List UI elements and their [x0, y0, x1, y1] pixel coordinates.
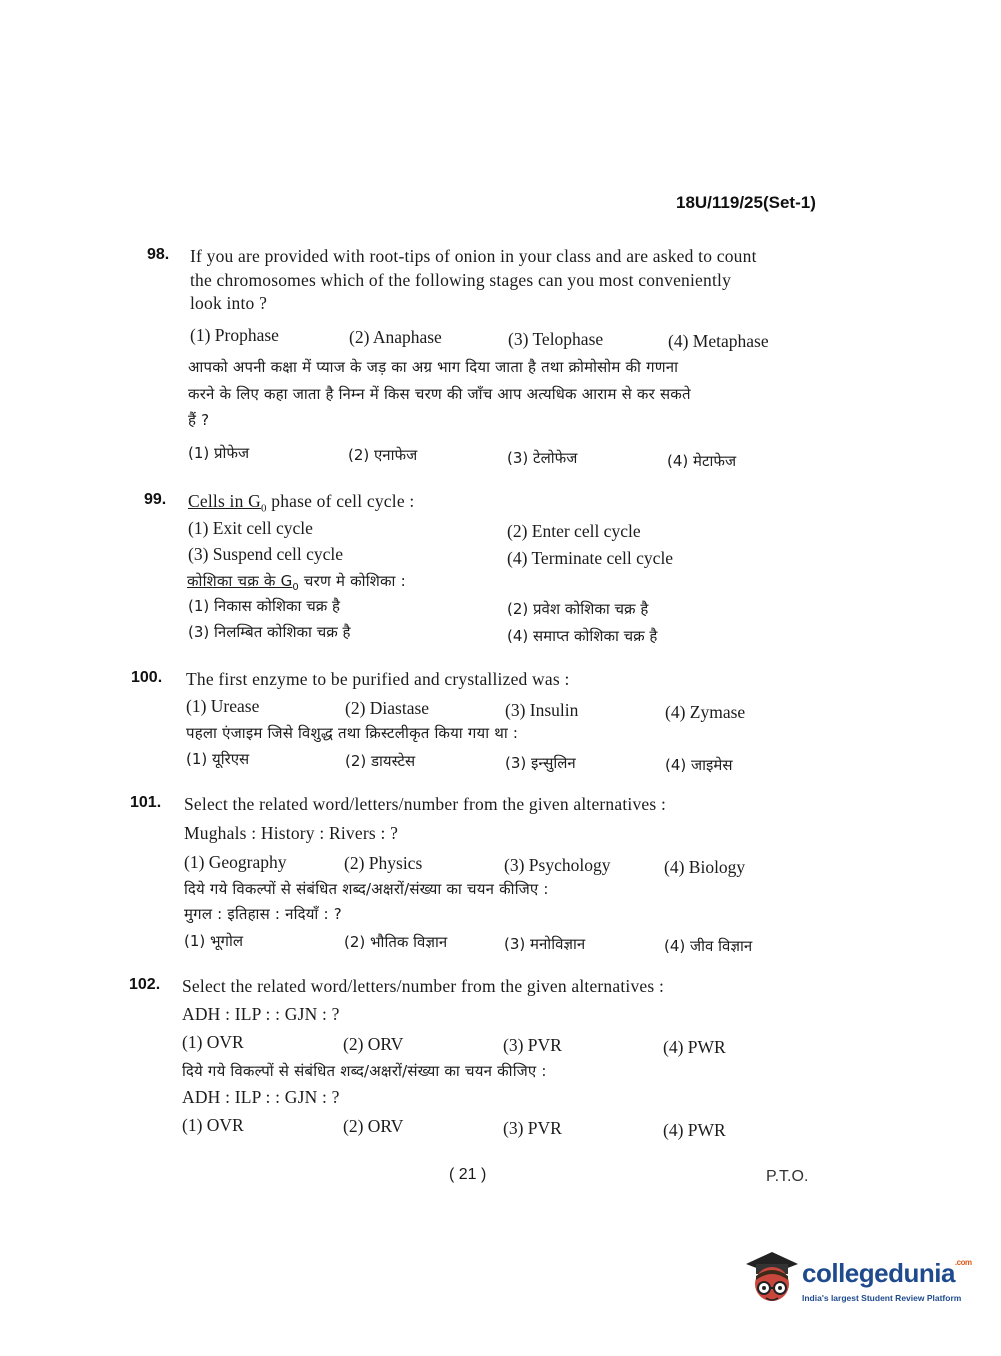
question-text-line: look into ? [190, 293, 268, 313]
stem-text-hindi: कोशिका चक्र के G [187, 572, 293, 590]
option-1: (1) Geography [184, 852, 287, 872]
option-4: (4) Biology [664, 857, 746, 877]
brand-tagline: India's largest Student Review Platform [802, 1293, 962, 1303]
option-4-hindi: (4) PWR [663, 1120, 726, 1140]
option-2-hindi: (2) प्रवेश कोशिका चक्र है [507, 600, 649, 618]
brand-name [802, 1258, 972, 1289]
stem-subscript: 0 [260, 502, 267, 515]
option-4: (4) PWR [663, 1037, 726, 1057]
option-2: (2) Diastase [345, 698, 430, 718]
question-number: 102. [129, 976, 161, 993]
option-2: (2) Physics [344, 853, 423, 873]
question-stem-hindi-underlined [187, 572, 299, 593]
question-stem: Select the related word/letters/number from the given alternatives : [184, 794, 667, 814]
option-1-hindi: (1) निकास कोशिका चक्र है [188, 597, 340, 615]
option-4: (4) Terminate cell cycle [507, 548, 674, 568]
option-2: (2) Anaphase [349, 327, 442, 347]
question-text-line: If you are provided with root-tips of onion in your class and are asked to count [190, 246, 757, 266]
option-1: (1) Prophase [190, 325, 279, 345]
option-1: (1) OVR [182, 1032, 244, 1052]
option-1-hindi: (1) प्रोफेज [188, 444, 250, 462]
question-number: 101. [130, 794, 162, 811]
question-number: 98. [147, 246, 170, 263]
option-3: (3) PVR [503, 1035, 562, 1055]
option-4-hindi: (4) जीव विज्ञान [664, 937, 753, 955]
question-stem-hindi: दिये गये विकल्पों से संबंधित शब्द/अक्षरों/संख्या का चयन कीजिए : [184, 880, 549, 898]
option-1: (1) Urease [186, 696, 260, 716]
option-3-hindi: (3) टेलोफेज [507, 449, 578, 467]
stem-rest: phase of cell cycle : [266, 491, 415, 511]
option-4-hindi: (4) मेटाफेज [667, 452, 737, 470]
option-3: (3) Suspend cell cycle [188, 544, 344, 564]
question-stem-hindi: दिये गये विकल्पों से संबंधित शब्द/अक्षरों/संख्या का चयन कीजिए : [182, 1062, 547, 1080]
option-4-hindi: (4) समाप्त कोशिका चक्र है [507, 627, 658, 645]
option-2-hindi: (2) ORV [343, 1116, 404, 1136]
option-2: (2) ORV [343, 1034, 404, 1054]
question-number: 100. [131, 669, 163, 686]
pto-label: P.T.O. [766, 1168, 809, 1185]
question-sub-stem: ADH : ILP : : GJN : ? [182, 1004, 340, 1024]
stem-text: Cells in G [188, 491, 261, 511]
question-text-line: the chromosomes which of the following stages can you most conveniently [190, 270, 732, 290]
question-stem [188, 491, 414, 515]
option-1-hindi: (1) OVR [182, 1115, 244, 1135]
question-stem-underlined [188, 491, 267, 515]
option-4: (4) Metaphase [668, 331, 769, 351]
question-text-hindi-line: आपको अपनी कक्षा में प्याज के जड़ का अग्र भाग दिया जाता है तथा क्रोमोसोम की गणना [188, 358, 679, 376]
question-text-hindi-line: हैं ? [188, 411, 210, 429]
stem-subscript-hindi: 0 [292, 582, 299, 593]
question-number: 99. [144, 491, 167, 508]
brand-text: collegedunia [802, 1258, 955, 1288]
page-number: ( 21 ) [449, 1166, 487, 1183]
option-2-hindi: (2) एनाफेज [348, 446, 418, 464]
option-3-hindi: (3) निलम्बित कोशिका चक्र है [188, 623, 351, 641]
brand-suffix: .com [954, 1258, 972, 1267]
question-sub-stem: Mughals : History : Rivers : ? [184, 823, 399, 843]
question-stem-hindi: पहला एंजाइम जिसे विशुद्ध तथा क्रिस्टलीकृत किया गया था : [186, 724, 519, 742]
option-3: (3) Telophase [508, 329, 604, 349]
option-2-hindi: (2) भौतिक विज्ञान [344, 933, 448, 951]
option-3-hindi: (3) मनोविज्ञान [504, 935, 586, 953]
option-4-hindi: (4) जाइमेस [665, 756, 733, 774]
option-4: (4) Zymase [665, 702, 746, 722]
option-1-hindi: (1) भूगोल [184, 932, 244, 950]
option-2-hindi: (2) डायस्टेस [345, 752, 416, 770]
mascot-icon [742, 1250, 800, 1310]
option-1: (1) Exit cell cycle [188, 518, 313, 538]
stem-rest-hindi: चरण मे कोशिका : [298, 572, 406, 590]
collegedunia-watermark [742, 1250, 972, 1310]
question-sub-stem-hindi: मुगल : इतिहास : नदियाँ : ? [184, 905, 342, 923]
option-1-hindi: (1) यूरिएस [186, 750, 250, 768]
question-stem: Select the related word/letters/number from the given alternatives : [182, 976, 665, 996]
paper-code: 18U/119/25(Set-1) [676, 193, 816, 212]
option-3: (3) Insulin [505, 700, 579, 720]
option-2: (2) Enter cell cycle [507, 521, 641, 541]
question-sub-stem-hindi: ADH : ILP : : GJN : ? [182, 1087, 340, 1107]
option-3-hindi: (3) PVR [503, 1118, 562, 1138]
question-text-hindi-line: करने के लिए कहा जाता है निम्न में किस चरण की जाँच आप अत्यधिक आराम से कर सकते [188, 385, 691, 403]
option-3: (3) Psychology [504, 855, 611, 875]
option-3-hindi: (3) इन्सुलिन [505, 754, 576, 772]
question-stem: The first enzyme to be purified and crystallized was : [186, 669, 570, 689]
question-stem-hindi [187, 571, 406, 593]
